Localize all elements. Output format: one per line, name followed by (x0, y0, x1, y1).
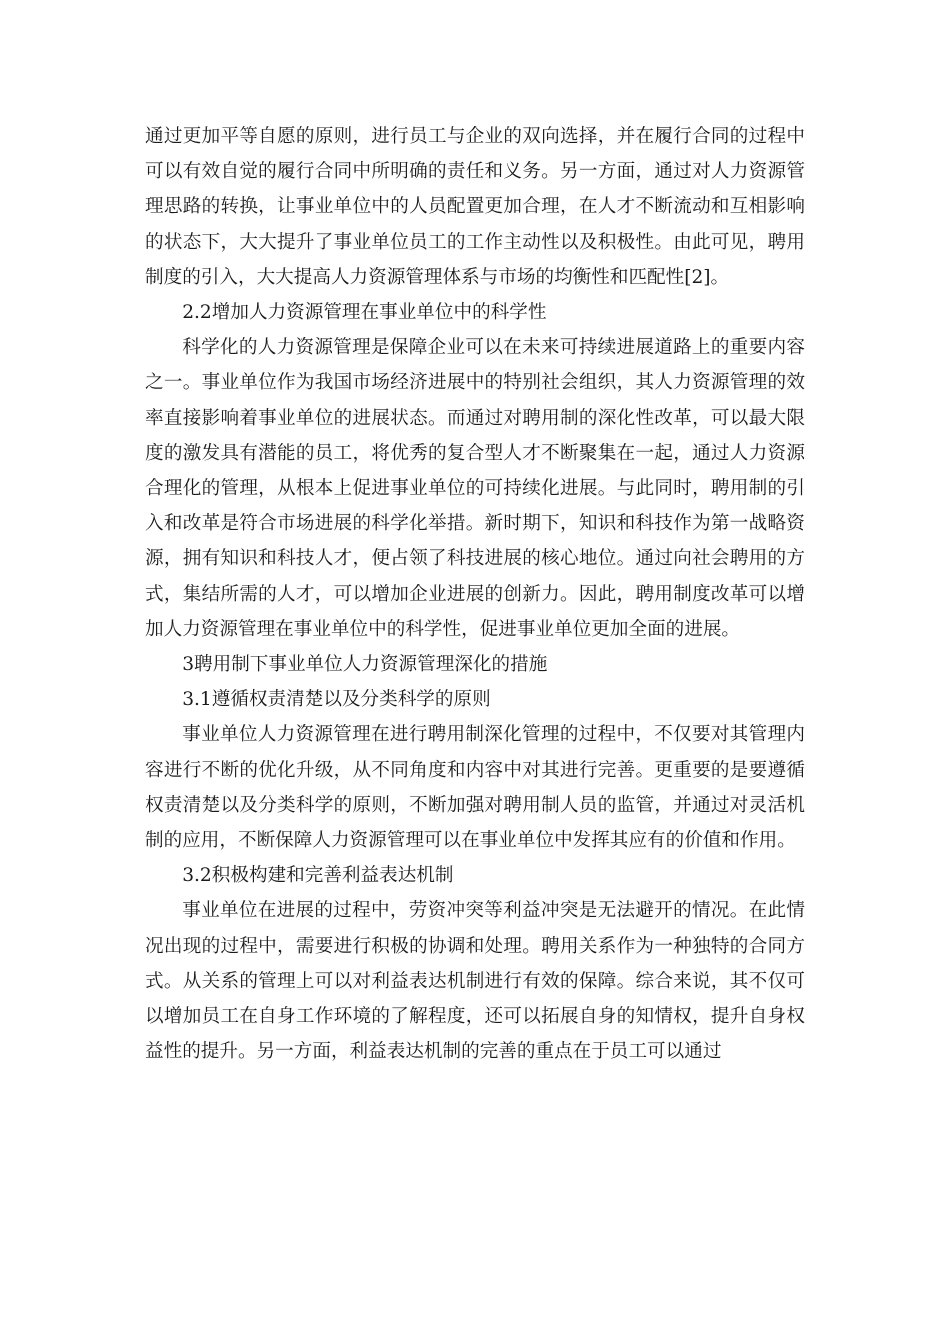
paragraph-2-2-body: 科学化的人力资源管理是保障企业可以在未来可持续进展道路上的重要内容之一。事业单位作为我国市场经济进展中的特别社会组织，其人力资源管理的效率直接影响着事业单位的进展状态。而通过对聘用制的深化性改革，可以最大限度的激发具有潜能的员工，将优秀的复合型人才不断聚集在一起，通过人力资源合理化的管理，从根本上促进事业单位的可持续化进展。与此同时，聘用制的引入和改革是符合市场进展的科学化举措。新时期下，知识和科技作为第一战略资源，拥有知识和科技人才，便占领了科技进展的核心地位。通过向社会聘用的方式，集结所需的人才，可以增加企业进展的创新力。因此，聘用制度改革可以增加人力资源管理在事业单位中的科学性，促进事业单位更加全面的进展。 (145, 337, 805, 640)
section-heading-3: 3聘用制下事业单位人力资源管理深化的措施 (182, 654, 548, 676)
section-heading-2-2: 2.2增加人力资源管理在事业单位中的科学性 (182, 302, 547, 324)
section-heading-3-1: 3.1遵循权责清楚以及分类科学的原则 (182, 689, 491, 711)
paragraph-3-1-body: 事业单位人力资源管理在进行聘用制深化管理的过程中，不仅要对其管理内容进行不断的优化升级，从不同角度和内容中对其进行完善。更重要的是要遵循权责清楚以及分类科学的原则，不断加强对聘用制人员的监管，并通过对灵活机制的应用，不断保障人力资源管理可以在事业单位中发挥其应有的价值和作用。 (145, 724, 805, 852)
paragraph-3-2-body: 事业单位在进展的过程中，劳资冲突等利益冲突是无法避开的情况。在此情况出现的过程中，需要进行积极的协调和处理。聘用关系作为一种独特的合同方式。从关系的管理上可以对利益表达机制进行有效的保障。综合来说，其不仅可以增加员工在自身工作环境的了解程度，还可以拓展自身的知情权，提升自身权益性的提升。另一方面，利益表达机制的完善的重点在于员工可以通过 (145, 900, 805, 1063)
section-heading-3-2: 3.2积极构建和完善利益表达机制 (182, 865, 454, 887)
document-body (145, 119, 805, 1069)
paragraph-continuation: 通过更加平等自愿的原则，进行员工与企业的双向选择，并在履行合同的过程中可以有效自觉的履行合同中所明确的责任和义务。另一方面，通过对人力资源管理思路的转换，让事业单位中的人员配置更加合理，在人才不断流动和互相影响的状态下，大大提升了事业单位员工的工作主动性以及积极性。由此可见，聘用制度的引入，大大提高人力资源管理体系与市场的均衡性和匹配性[2]。 (145, 126, 805, 288)
